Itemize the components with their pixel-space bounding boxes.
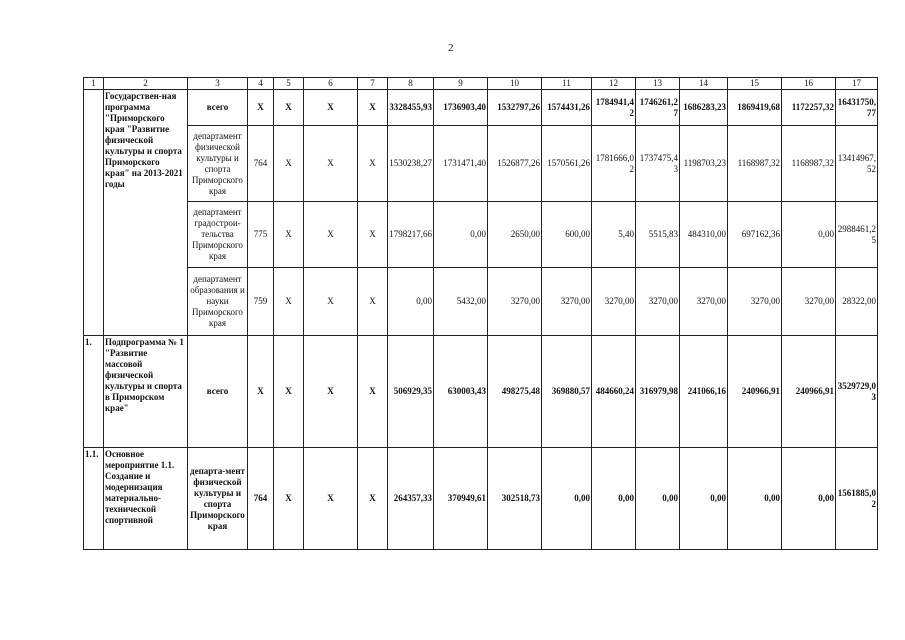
value-cell: 1570561,26 (542, 126, 592, 202)
code-cell: X (304, 202, 358, 268)
col-header: 5 (274, 78, 304, 90)
code-cell: X (274, 268, 304, 336)
code-cell: 775 (248, 202, 274, 268)
value-cell: 2988461,25 (836, 202, 878, 268)
col-header: 13 (636, 78, 680, 90)
col-header: 14 (680, 78, 728, 90)
code-cell: X (274, 448, 304, 550)
value-cell: 506929,35 (388, 336, 434, 448)
value-cell: 3270,00 (728, 268, 782, 336)
value-cell: 3270,00 (488, 268, 542, 336)
value-cell: 240966,91 (782, 336, 836, 448)
code-cell: X (274, 336, 304, 448)
code-cell: X (304, 126, 358, 202)
code-cell: 759 (248, 268, 274, 336)
value-cell: 3270,00 (680, 268, 728, 336)
value-cell: 240966,91 (728, 336, 782, 448)
code-cell: X (304, 336, 358, 448)
value-cell: 0,00 (728, 448, 782, 550)
value-cell: 5,40 (592, 202, 636, 268)
value-cell: 369880,57 (542, 336, 592, 448)
responsible-cell: всего (188, 90, 248, 126)
code-cell: X (358, 268, 388, 336)
value-cell: 0,00 (592, 448, 636, 550)
value-cell: 1686283,23 (680, 90, 728, 126)
value-cell: 370949,61 (434, 448, 488, 550)
value-cell: 0,00 (434, 202, 488, 268)
responsible-cell: департамент физической культуры и спорта Приморского края (188, 126, 248, 202)
code-cell: X (274, 90, 304, 126)
code-cell: 764 (248, 448, 274, 550)
col-header: 9 (434, 78, 488, 90)
col-header: 6 (304, 78, 358, 90)
value-cell: 697162,36 (728, 202, 782, 268)
code-cell: 764 (248, 126, 274, 202)
responsible-cell: департа-мент физической культуры и спорта Приморского края (188, 448, 248, 550)
code-cell: X (248, 336, 274, 448)
table-row (84, 268, 878, 336)
value-cell: 5432,00 (434, 268, 488, 336)
value-cell: 3270,00 (782, 268, 836, 336)
value-cell: 1530238,27 (388, 126, 434, 202)
table-row (84, 448, 878, 550)
col-header: 10 (488, 78, 542, 90)
responsible-cell: департамент градострои-тельства Приморского края (188, 202, 248, 268)
value-cell: 1526877,26 (488, 126, 542, 202)
table-row (84, 336, 878, 448)
code-cell: X (248, 90, 274, 126)
value-cell: 3529729,03 (836, 336, 878, 448)
value-cell: 1798217,66 (388, 202, 434, 268)
value-cell: 302518,73 (488, 448, 542, 550)
value-cell: 630003,43 (434, 336, 488, 448)
value-cell: 3270,00 (542, 268, 592, 336)
value-cell: 1532797,26 (488, 90, 542, 126)
value-cell: 1172257,32 (782, 90, 836, 126)
value-cell: 0,00 (636, 448, 680, 550)
col-header: 1 (84, 78, 104, 90)
responsible-cell: всего (188, 336, 248, 448)
row-index: 1.1. (84, 448, 104, 550)
value-cell: 1731471,40 (434, 126, 488, 202)
code-cell: X (358, 90, 388, 126)
code-cell: X (358, 202, 388, 268)
row-name: Подпрограмма № 1 "Развитие массовой физической культуры и спорта в Приморском крае" (104, 336, 188, 448)
value-cell: 0,00 (782, 202, 836, 268)
row-index (84, 90, 104, 336)
page-number: 2 (448, 42, 454, 54)
value-cell: 0,00 (680, 448, 728, 550)
code-cell: X (358, 336, 388, 448)
value-cell: 1736903,40 (434, 90, 488, 126)
value-cell: 28322,00 (836, 268, 878, 336)
value-cell: 0,00 (388, 268, 434, 336)
col-header: 3 (188, 78, 248, 90)
row-index: 1. (84, 336, 104, 448)
value-cell: 1168987,32 (782, 126, 836, 202)
value-cell: 1737475,43 (636, 126, 680, 202)
value-cell: 3270,00 (592, 268, 636, 336)
value-cell: 1574431,26 (542, 90, 592, 126)
value-cell: 1869419,68 (728, 90, 782, 126)
value-cell: 498275,48 (488, 336, 542, 448)
value-cell: 484660,24 (592, 336, 636, 448)
row-name: Основное мероприятие 1.1. Создание и модернизация материально-технической спортивной (104, 448, 188, 550)
col-header: 7 (358, 78, 388, 90)
value-cell: 1781666,02 (592, 126, 636, 202)
table-row (84, 126, 878, 202)
col-header: 4 (248, 78, 274, 90)
value-cell: 5515,83 (636, 202, 680, 268)
value-cell: 1561885,02 (836, 448, 878, 550)
value-cell: 1746261,27 (636, 90, 680, 126)
table-row (84, 202, 878, 268)
table-row (84, 90, 878, 126)
value-cell: 16431750,77 (836, 90, 878, 126)
code-cell: X (274, 126, 304, 202)
col-header: 12 (592, 78, 636, 90)
code-cell: X (358, 126, 388, 202)
code-cell: X (304, 448, 358, 550)
code-cell: X (274, 202, 304, 268)
row-name: Государствен-ная программа "Приморского края "Развитие физической культуры и спорта Приморского края" на 2013-2021 годы (104, 90, 188, 336)
value-cell: 3270,00 (636, 268, 680, 336)
responsible-cell: департамент образования и науки Приморского края (188, 268, 248, 336)
col-header: 11 (542, 78, 592, 90)
col-header: 8 (388, 78, 434, 90)
value-cell: 0,00 (542, 448, 592, 550)
value-cell: 1168987,32 (728, 126, 782, 202)
budget-table (83, 77, 878, 550)
col-header: 17 (836, 78, 878, 90)
col-header: 16 (782, 78, 836, 90)
value-cell: 0,00 (782, 448, 836, 550)
code-cell: X (304, 90, 358, 126)
value-cell: 2650,00 (488, 202, 542, 268)
value-cell: 3328455,93 (388, 90, 434, 126)
value-cell: 1784941,42 (592, 90, 636, 126)
col-header: 15 (728, 78, 782, 90)
value-cell: 316979,98 (636, 336, 680, 448)
value-cell: 484310,00 (680, 202, 728, 268)
value-cell: 13414967,52 (836, 126, 878, 202)
value-cell: 1198703,23 (680, 126, 728, 202)
header-row (84, 78, 878, 90)
code-cell: X (304, 268, 358, 336)
col-header: 2 (104, 78, 188, 90)
value-cell: 600,00 (542, 202, 592, 268)
value-cell: 241066,16 (680, 336, 728, 448)
value-cell: 264357,33 (388, 448, 434, 550)
code-cell: X (358, 448, 388, 550)
